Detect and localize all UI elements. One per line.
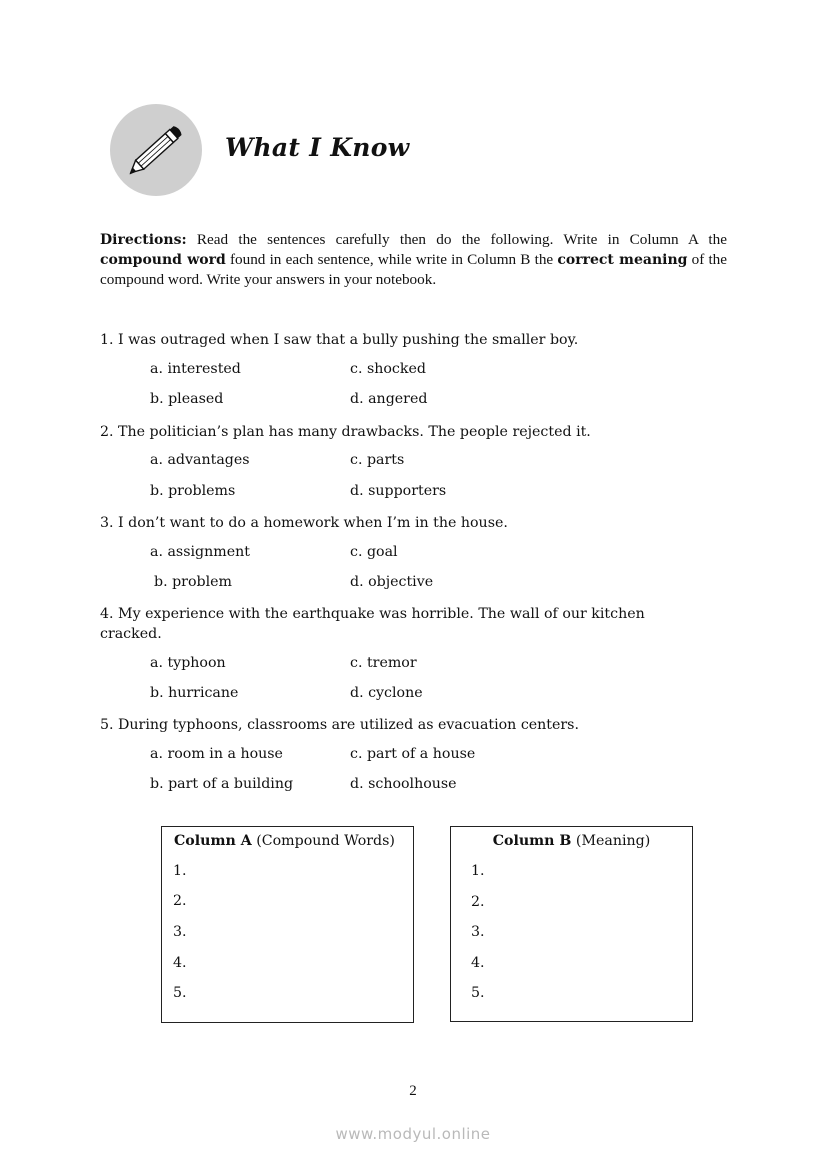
column-b-header: Column B (Meaning): [492, 833, 651, 849]
column-b-item-1[interactable]: 1.: [471, 863, 485, 879]
question-2-option-b: b. problems: [150, 483, 236, 499]
question-2-option-a: a. advantages: [150, 452, 250, 468]
watermark: www.modyul.online: [335, 1125, 491, 1143]
question-3: 3. I don’t want to do a homework when I’m in the house.: [100, 515, 508, 531]
column-a-box: [161, 826, 414, 1023]
question-1: 1. I was outraged when I saw that a bully pushing the smaller boy.: [100, 332, 579, 348]
question-4-option-b: b. hurricane: [150, 685, 239, 701]
column-b-box: [450, 826, 693, 1022]
question-3-option-a: a. assignment: [150, 544, 250, 560]
column-b-item-2[interactable]: 2.: [471, 894, 485, 910]
question-3-option-d: d. objective: [350, 574, 434, 590]
question-2-option-c: c. parts: [350, 452, 405, 468]
question-5-option-b: b. part of a building: [150, 776, 294, 792]
pencil-badge: [110, 104, 202, 196]
column-a-item-3[interactable]: 3.: [173, 924, 187, 940]
compound-word-emphasis: compound word: [100, 252, 226, 268]
question-4-line-1: 4. My experience with the earthquake was horrible. The wall of our kitchen: [100, 606, 645, 622]
question-2: 2. The politician’s plan has many drawbacks. The people rejected it.: [100, 424, 591, 440]
column-b-item-5[interactable]: 5.: [471, 985, 485, 1001]
question-5-option-c: c. part of a house: [350, 746, 476, 762]
question-3-option-b: b. problem: [154, 574, 232, 590]
column-a-item-5[interactable]: 5.: [173, 985, 187, 1001]
column-a-item-2[interactable]: 2.: [173, 893, 187, 909]
question-3-option-c: c. goal: [350, 544, 398, 560]
question-1-option-b: b. pleased: [150, 391, 224, 407]
question-4-option-d: d. cyclone: [350, 685, 423, 701]
question-5-option-a: a. room in a house: [150, 746, 283, 762]
section-title: What I Know: [225, 133, 410, 162]
question-5: 5. During typhoons, classrooms are utilized as evacuation centers.: [100, 717, 579, 733]
question-2-option-d: d. supporters: [350, 483, 447, 499]
question-1-option-a: a. interested: [150, 361, 241, 377]
column-a-item-1[interactable]: 1.: [173, 863, 187, 879]
question-1-option-d: d. angered: [350, 391, 428, 407]
question-4-option-c: c. tremor: [350, 655, 417, 671]
question-5-option-d: d. schoolhouse: [350, 776, 457, 792]
question-1-option-c: c. shocked: [350, 361, 426, 377]
pencil-icon: [110, 104, 202, 196]
column-b-item-3[interactable]: 3.: [471, 924, 485, 940]
page-number: 2: [409, 1083, 417, 1099]
directions-paragraph: Directions: Read the sentences carefully then do the following. Write in Column A the compound word found in each sentence, while write in Column B the correct meaning of the compound word. Write your answers in your notebook.: [100, 231, 728, 288]
question-4-option-a: a. typhoon: [150, 655, 226, 671]
question-4-line-2: cracked.: [100, 626, 162, 642]
column-b-item-4[interactable]: 4.: [471, 955, 485, 971]
correct-meaning-emphasis: correct meaning: [557, 252, 688, 268]
column-a-header: Column A (Compound Words): [174, 833, 395, 849]
directions-label: Directions:: [100, 232, 187, 248]
column-a-item-4[interactable]: 4.: [173, 955, 187, 971]
